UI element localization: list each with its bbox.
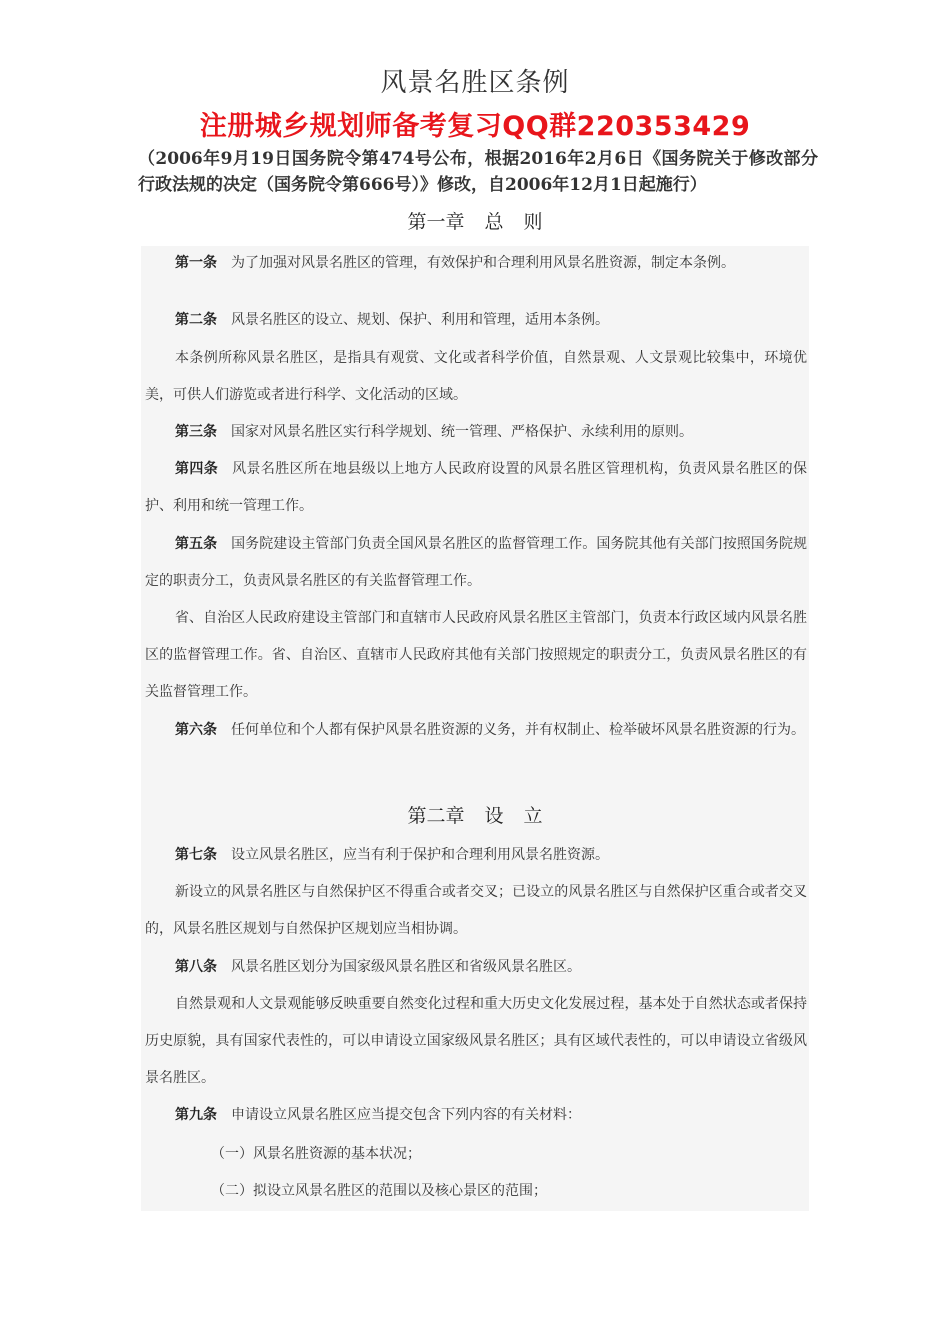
article-9-text: 申请设立风景名胜区应当提交包含下列内容的有关材料：	[231, 1107, 581, 1123]
article-7	[145, 837, 807, 874]
article-4-label: 第四条	[175, 461, 219, 477]
article-6-label: 第六条	[175, 722, 217, 738]
article-4-text: 风景名胜区所在地县级以上地方人民政府设置的风景名胜区管理机构，负责风景名胜区的保护、利用和统一管理工作。	[145, 461, 808, 514]
article-2-para-2: 本条例所称风景名胜区，是指具有观赏、文化或者科学价值，自然景观、人文景观比较集中，环境优美，可供人们游览或者进行科学、文化活动的区域。	[145, 350, 807, 403]
chapter-1-heading	[0, 207, 950, 234]
article-2	[145, 302, 807, 339]
article-5-text: 国务院建设主管部门负责全国风景名胜区的监督管理工作。国务院其他有关部门按照国务院规定的职责分工，负责风景名胜区的有关监督管理工作。	[145, 536, 807, 589]
article-8	[145, 949, 807, 986]
article-6	[145, 712, 807, 749]
article-5-label: 第五条	[175, 536, 218, 552]
chapter-2-heading	[0, 801, 950, 828]
article-5	[145, 526, 807, 600]
article-3-text: 国家对风景名胜区实行科学规划、统一管理、严格保护、永续利用的原则。	[231, 424, 693, 440]
chapter-1-name-b: 则	[523, 211, 543, 233]
article-7-label: 第七条	[175, 847, 217, 863]
article-2-label: 第二条	[175, 312, 217, 328]
article-8-label: 第八条	[175, 959, 217, 975]
promo-banner: 注册城乡规划师备考复习QQ群220353429	[199, 111, 751, 142]
article-1-label: 第一条	[175, 255, 217, 271]
article-9-item-2: （二）拟设立风景名胜区的范围以及核心景区的范围；	[211, 1183, 547, 1199]
chapter-1-name-a: 总	[484, 211, 504, 233]
article-3	[145, 414, 807, 451]
article-9-item-1: （一）风景名胜资源的基本状况；	[211, 1146, 421, 1162]
decree-note: （2006年9月19日国务院令第474号公布，根据2016年2月6日《国务院关于修改部分行政法规的决定（国务院令第666号）》修改，自2006年12月1日起施行）	[138, 149, 818, 195]
article-6-text: 任何单位和个人都有保护风景名胜资源的义务，并有权制止、检举破坏风景名胜资源的行为。	[231, 722, 805, 738]
article-3-label: 第三条	[175, 424, 217, 440]
article-1-text: 为了加强对风景名胜区的管理，有效保护和合理利用风景名胜资源，制定本条例。	[231, 255, 735, 271]
article-1	[145, 245, 807, 282]
article-5-para-2: 省、自治区人民政府建设主管部门和直辖市人民政府风景名胜区主管部门，负责本行政区域内风景名胜区的监督管理工作。省、自治区、直辖市人民政府其他有关部门按照规定的职责分工，负责风景名胜区的有关监督管理工作。	[145, 610, 807, 700]
article-4	[145, 451, 807, 525]
article-9-label: 第九条	[175, 1107, 217, 1123]
article-8-para-2: 自然景观和人文景观能够反映重要自然变化过程和重大历史文化发展过程，基本处于自然状态或者保持历史原貌，具有国家代表性的，可以申请设立国家级风景名胜区；具有区域代表性的，可以申请设立省级风景名胜区。	[145, 996, 807, 1086]
article-7-text: 设立风景名胜区，应当有利于保护和合理利用风景名胜资源。	[231, 847, 609, 863]
article-8-text: 风景名胜区划分为国家级风景名胜区和省级风景名胜区。	[231, 959, 581, 975]
article-2-text: 风景名胜区的设立、规划、保护、利用和管理，适用本条例。	[231, 312, 609, 328]
document-title: 风景名胜区条例	[380, 68, 570, 98]
chapter-2-name-b: 立	[523, 805, 543, 827]
chapter-2-name-a: 设	[484, 805, 504, 827]
article-7-para-2: 新设立的风景名胜区与自然保护区不得重合或者交叉；已设立的风景名胜区与自然保护区重合或者交叉的，风景名胜区规划与自然保护区规划应当相协调。	[145, 884, 807, 937]
chapter-1-label: 第一章	[407, 211, 465, 233]
chapter-2-label: 第二章	[407, 805, 465, 827]
article-9	[145, 1097, 807, 1134]
